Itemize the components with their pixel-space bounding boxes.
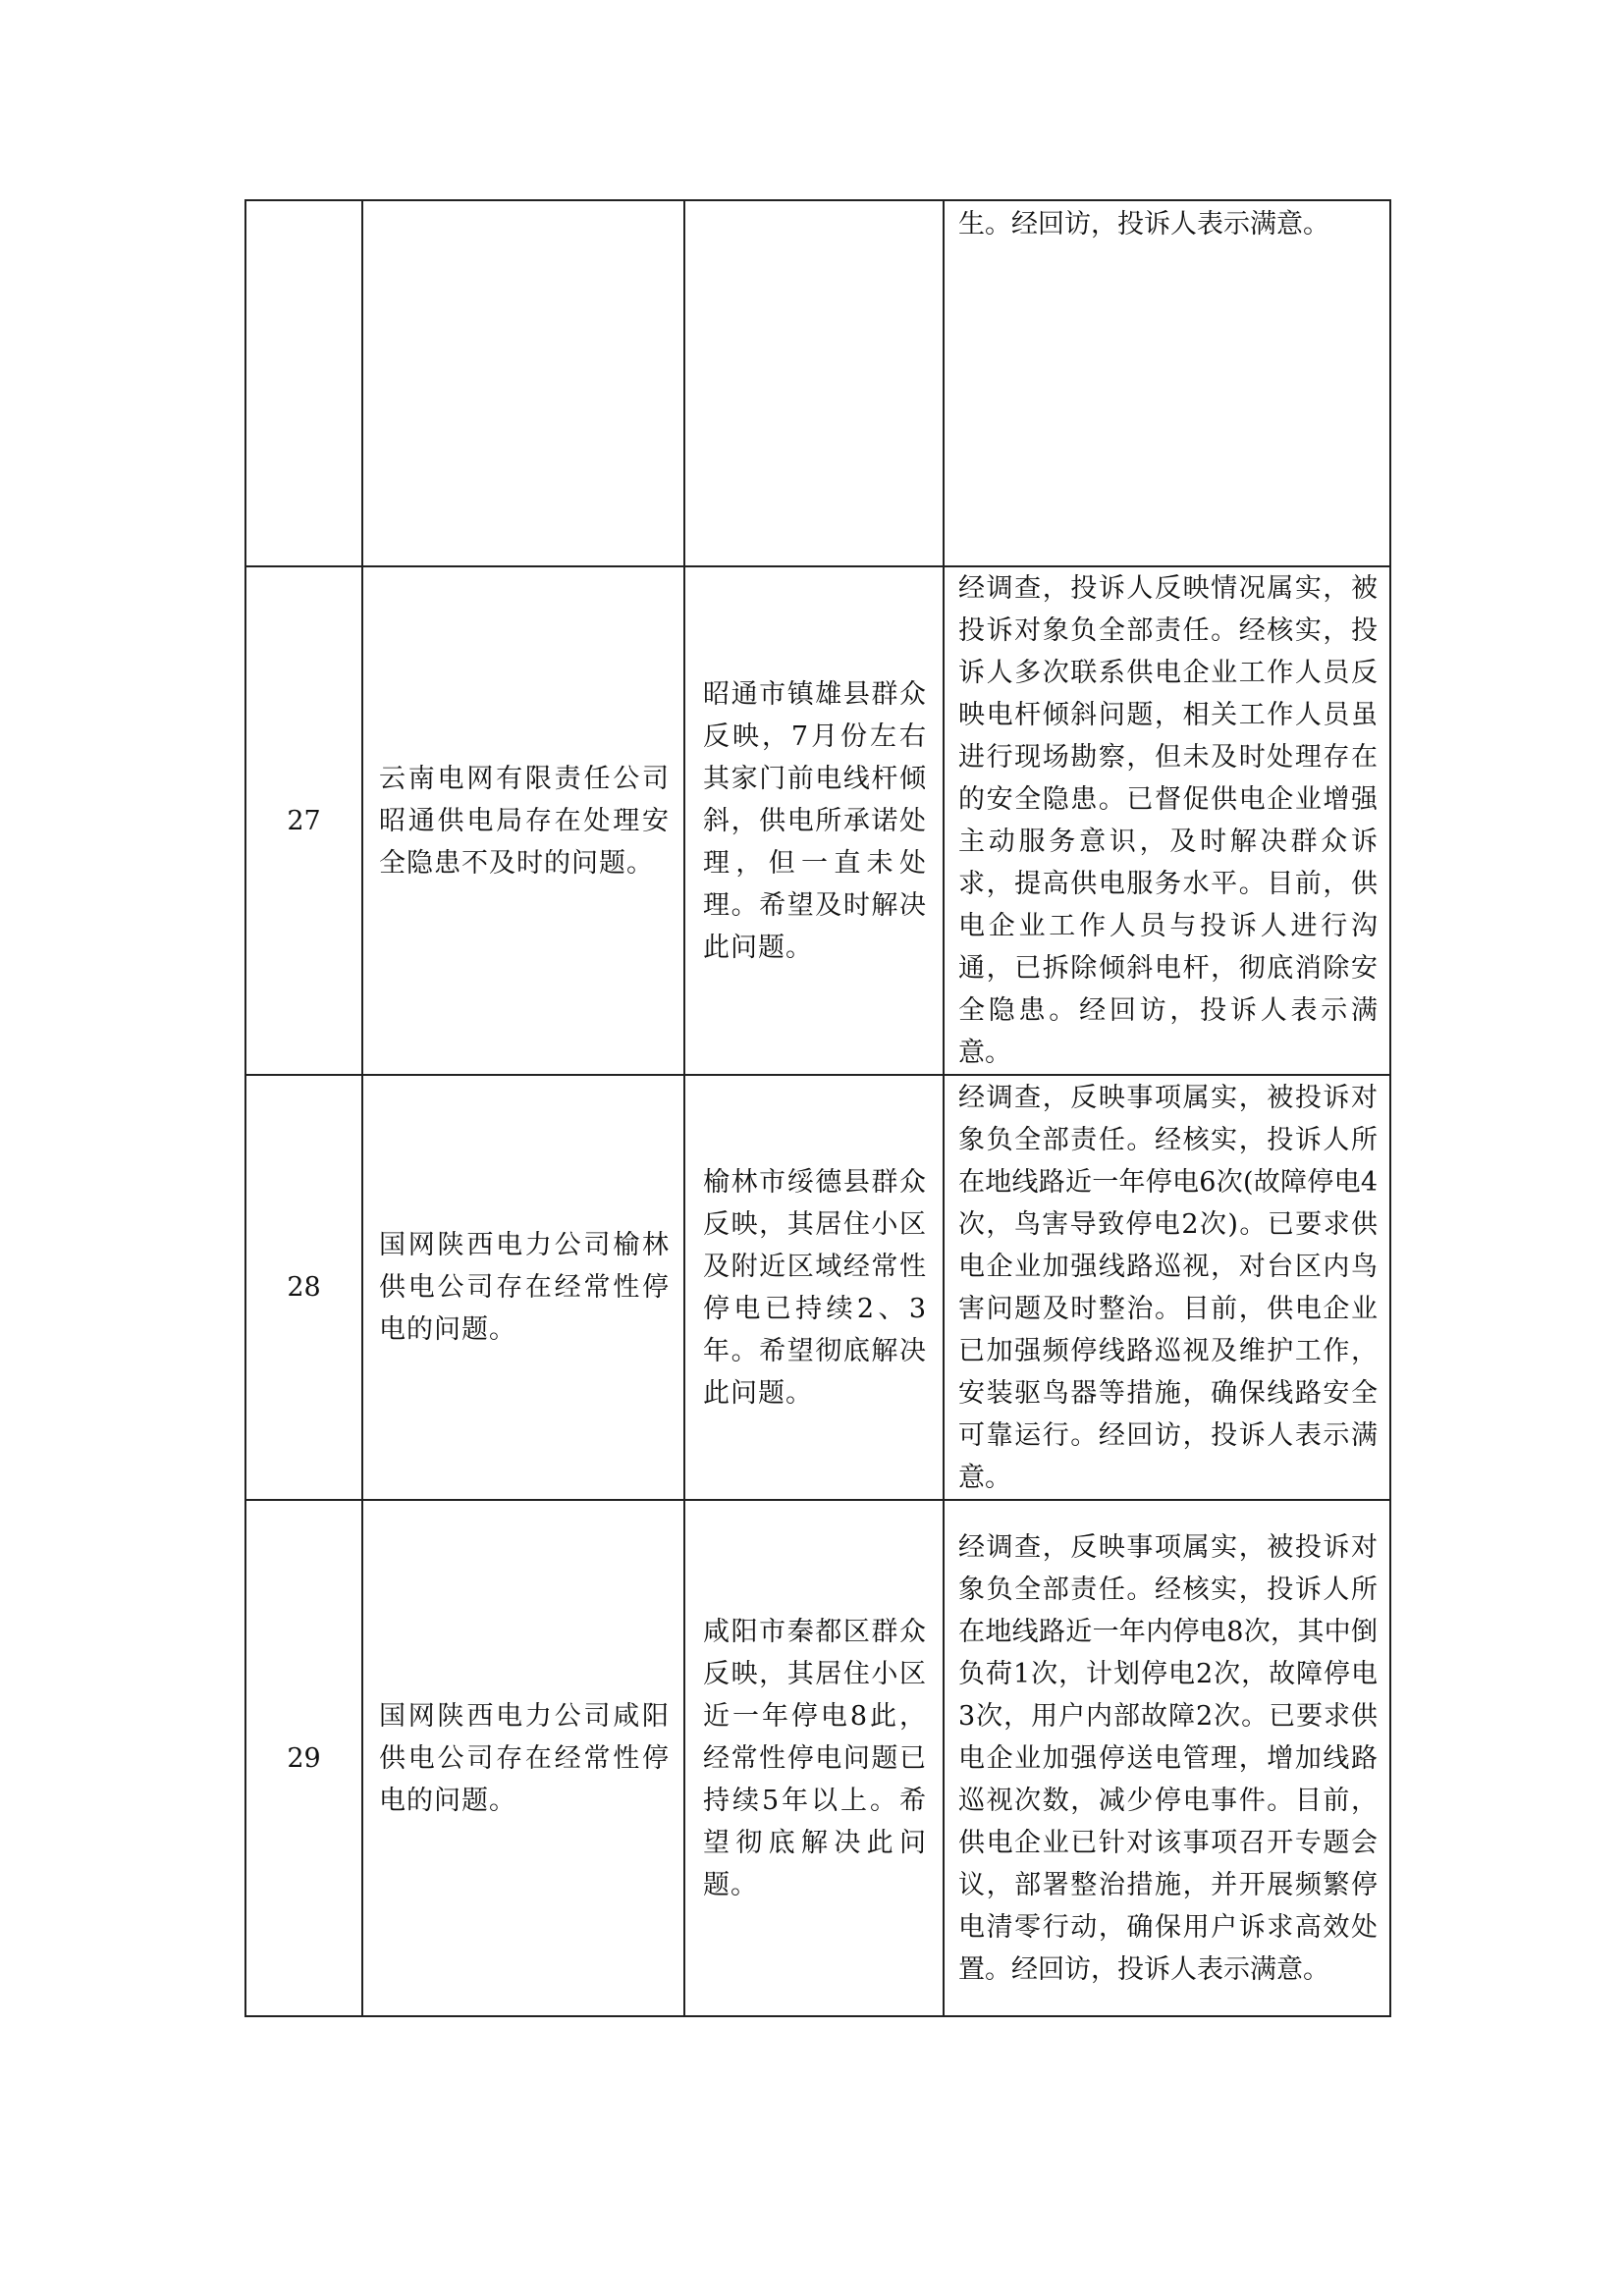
complaint-text: 昭通市镇雄县群众反映，7月份左右其家门前电线杆倾斜，供电所承诺处理，但一直未处理。希望及时解决此问题。 [703, 678, 927, 963]
cell-complaint [684, 566, 944, 1075]
org-text: 云南电网有限责任公司昭通供电局存在处理安全隐患不及时的问题。 [379, 763, 670, 879]
cell-number-empty [245, 200, 362, 566]
result-text: 经调查，反映事项属实，被投诉对象负全部责任。经核实，投诉人所在地线路近一年停电6次(故障停电4次，鸟害导致停电2次)。已要求供电企业加强线路巡视，对台区内鸟害问题及时整治。目前，供电企业已加强频停线路巡视及维护工作，安装驱鸟器等措施，确保线路安全可靠运行。经回访，投诉人表示满意。 [958, 1082, 1378, 1493]
cell-org [362, 1500, 684, 2016]
table-row [245, 1500, 1390, 2016]
cell-result [944, 1075, 1390, 1500]
org-text: 国网陕西电力公司榆林供电公司存在经常性停电的问题。 [379, 1230, 670, 1345]
complaint-table [244, 199, 1391, 2017]
table-row [245, 1075, 1390, 1500]
org-text: 国网陕西电力公司咸阳供电公司存在经常性停电的问题。 [379, 1700, 670, 1816]
row-number: 29 [287, 1742, 321, 1774]
complaint-text: 咸阳市秦都区群众反映，其居住小区近一年停电8此，经常性停电问题已持续5年以上。希望彻底解决此问题。 [703, 1616, 927, 1900]
result-text: 经调查，投诉人反映情况属实，被投诉对象负全部责任。经核实，投诉人多次联系供电企业工作人员反映电杆倾斜问题，相关工作人员虽进行现场勘察，但未及时处理存在的安全隐患。已督促供电企业增强主动服务意识，及时解决群众诉求，提高供电服务水平。目前，供电企业工作人员与投诉人进行沟通，已拆除倾斜电杆，彻底消除安全隐患。经回访，投诉人表示满意。 [958, 573, 1378, 1068]
table-row-continuation [245, 200, 1390, 566]
cell-result [944, 566, 1390, 1075]
cell-result [944, 1500, 1390, 2016]
result-text: 生。经回访，投诉人表示满意。 [958, 209, 1329, 240]
cell-number [245, 566, 362, 1075]
cell-org [362, 1075, 684, 1500]
result-text: 经调查，反映事项属实，被投诉对象负全部责任。经核实，投诉人所在地线路近一年内停电8次，其中倒负荷1次，计划停电2次，故障停电3次，用户内部故障2次。已要求供电企业加强停送电管理，增加线路巡视次数，减少停电事件。目前，供电企业已针对该事项召开专题会议，部署整治措施，并开展频繁停电清零行动，确保用户诉求高效处置。经回访，投诉人表示满意。 [958, 1531, 1378, 1985]
row-number: 27 [287, 805, 321, 836]
cell-result [944, 200, 1390, 566]
cell-complaint [684, 1075, 944, 1500]
cell-complaint-empty [684, 200, 944, 566]
cell-complaint [684, 1500, 944, 2016]
cell-number [245, 1075, 362, 1500]
complaint-text: 榆林市绥德县群众反映，其居住小区及附近区域经常性停电已持续2、3年。希望彻底解决此问题。 [703, 1166, 927, 1409]
table-row [245, 566, 1390, 1075]
row-number: 28 [287, 1272, 321, 1303]
cell-number [245, 1500, 362, 2016]
cell-org-empty [362, 200, 684, 566]
cell-org [362, 566, 684, 1075]
